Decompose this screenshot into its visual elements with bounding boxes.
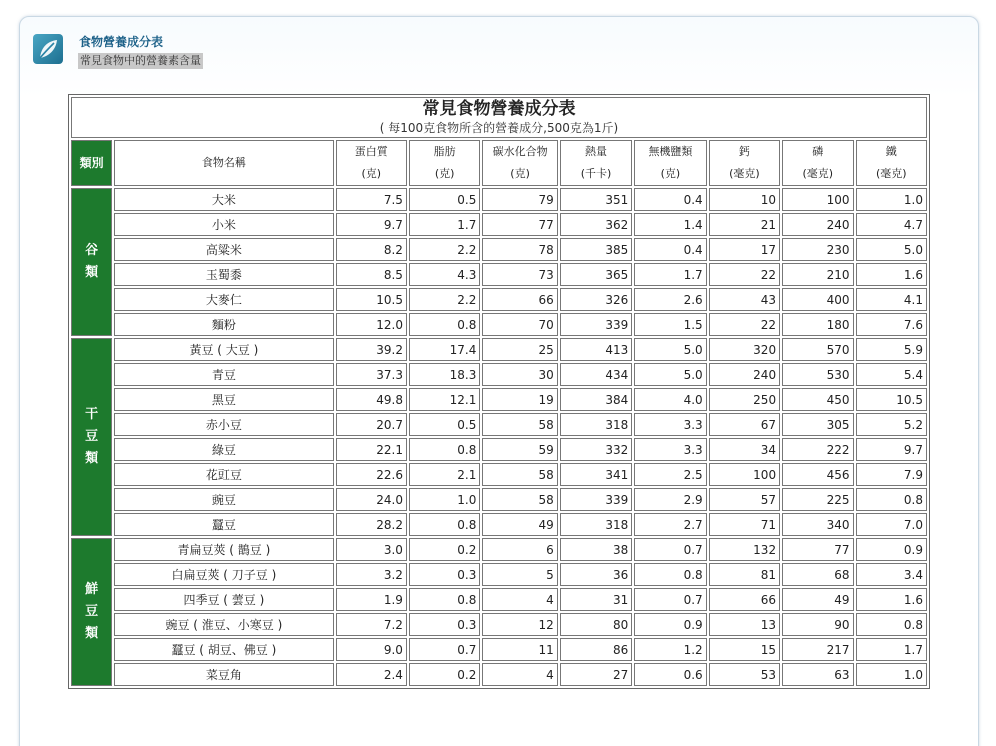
category-label: 類: [85, 265, 99, 280]
carb-label: 碳水化合物: [492, 145, 548, 158]
value-cell: 4: [482, 588, 557, 611]
category-label: 鮮: [85, 582, 99, 597]
value-cell: 456: [782, 463, 853, 486]
value-cell: 530: [782, 363, 853, 386]
food-name-cell: 赤小豆: [114, 413, 333, 436]
table-row: [71, 313, 927, 336]
value-cell: 0.5: [409, 188, 480, 211]
value-cell: 7.2: [336, 613, 407, 636]
value-cell: 19: [482, 388, 557, 411]
value-cell: 31: [560, 588, 632, 611]
table-row: [71, 513, 927, 536]
value-cell: 73: [482, 263, 557, 286]
page-subtitle: 常見食物中的營養素含量: [80, 54, 201, 67]
value-cell: 0.3: [409, 563, 480, 586]
value-cell: 0.8: [409, 588, 480, 611]
value-cell: 5.0: [634, 338, 706, 361]
value-cell: 4.0: [634, 388, 706, 411]
table-row: [71, 463, 927, 486]
category-label: 干: [85, 407, 99, 422]
value-cell: 100: [709, 463, 780, 486]
value-cell: 39.2: [336, 338, 407, 361]
category-cell: [71, 538, 112, 686]
value-cell: 332: [560, 438, 632, 461]
value-cell: 3.3: [634, 413, 706, 436]
value-cell: 413: [560, 338, 632, 361]
category-label: 豆: [85, 604, 99, 619]
value-cell: 8.5: [336, 263, 407, 286]
value-cell: 1.9: [336, 588, 407, 611]
table-row: [71, 338, 927, 361]
value-cell: 12.1: [409, 388, 480, 411]
carb-header: [482, 140, 557, 186]
value-cell: 384: [560, 388, 632, 411]
fat-unit: (克): [434, 167, 455, 180]
food-name-cell: 高粱米: [114, 238, 333, 261]
energy-unit: (千卡): [580, 167, 612, 180]
food-name-cell: 小米: [114, 213, 333, 236]
value-cell: 24.0: [336, 488, 407, 511]
value-cell: 326: [560, 288, 632, 311]
value-cell: 2.5: [634, 463, 706, 486]
value-cell: 57: [709, 488, 780, 511]
value-cell: 3.2: [336, 563, 407, 586]
value-cell: 38: [560, 538, 632, 561]
category-cell: [71, 338, 112, 536]
value-cell: 2.9: [634, 488, 706, 511]
mineral-header: [634, 140, 706, 186]
value-cell: 15: [709, 638, 780, 661]
food-name-cell: 蠶豆: [114, 513, 333, 536]
value-cell: 18.3: [409, 363, 480, 386]
value-cell: 5: [482, 563, 557, 586]
value-cell: 3.3: [634, 438, 706, 461]
value-cell: 22: [709, 313, 780, 336]
value-cell: 22: [709, 263, 780, 286]
food-name-cell: 黑豆: [114, 388, 333, 411]
food-name-cell: 麵粉: [114, 313, 333, 336]
value-cell: 7.5: [336, 188, 407, 211]
value-cell: 81: [709, 563, 780, 586]
table-note: ( 每100克食物所含的營養成分,500克為1斤): [379, 121, 619, 135]
category-label: 豆: [85, 429, 99, 444]
value-cell: 1.4: [634, 213, 706, 236]
table-row: [71, 438, 927, 461]
value-cell: 4: [482, 663, 557, 686]
value-cell: 2.2: [409, 288, 480, 311]
value-cell: 9.7: [856, 438, 928, 461]
value-cell: 49: [482, 513, 557, 536]
value-cell: 434: [560, 363, 632, 386]
fat-header: [409, 140, 480, 186]
nutrition-table: [68, 94, 930, 689]
value-cell: 1.6: [856, 588, 928, 611]
food-name-cell: 白扁豆莢 ( 刀子豆 ): [114, 563, 333, 586]
value-cell: 43: [709, 288, 780, 311]
value-cell: 12: [482, 613, 557, 636]
food-name-cell: 豌豆 ( 淮豆、小寒豆 ): [114, 613, 333, 636]
value-cell: 1.0: [856, 188, 928, 211]
value-cell: 70: [482, 313, 557, 336]
calcium-header: [709, 140, 780, 186]
value-cell: 66: [482, 288, 557, 311]
category-header: 類別: [71, 140, 112, 186]
value-cell: 0.7: [634, 538, 706, 561]
value-cell: 63: [782, 663, 853, 686]
value-cell: 0.4: [634, 188, 706, 211]
value-cell: 305: [782, 413, 853, 436]
protein-label: 蛋白質: [354, 145, 388, 158]
value-cell: 2.6: [634, 288, 706, 311]
value-cell: 2.2: [409, 238, 480, 261]
value-cell: 5.4: [856, 363, 928, 386]
table-row: [71, 288, 927, 311]
value-cell: 28.2: [336, 513, 407, 536]
value-cell: 13: [709, 613, 780, 636]
value-cell: 58: [482, 463, 557, 486]
food-name-cell: 大米: [114, 188, 333, 211]
table-row: [71, 538, 927, 561]
value-cell: 11: [482, 638, 557, 661]
value-cell: 4.7: [856, 213, 928, 236]
food-name-cell: 蠶豆 ( 胡豆、佛豆 ): [114, 638, 333, 661]
value-cell: 68: [782, 563, 853, 586]
value-cell: 12.0: [336, 313, 407, 336]
value-cell: 0.8: [409, 513, 480, 536]
value-cell: 250: [709, 388, 780, 411]
value-cell: 17.4: [409, 338, 480, 361]
value-cell: 341: [560, 463, 632, 486]
table-row: [71, 413, 927, 436]
value-cell: 21: [709, 213, 780, 236]
value-cell: 400: [782, 288, 853, 311]
table-row: [71, 563, 927, 586]
food-name-header: 食物名稱: [114, 140, 333, 186]
value-cell: 339: [560, 488, 632, 511]
value-cell: 86: [560, 638, 632, 661]
value-cell: 362: [560, 213, 632, 236]
value-cell: 0.4: [634, 238, 706, 261]
carb-unit: (克): [510, 167, 530, 180]
value-cell: 4.3: [409, 263, 480, 286]
value-cell: 385: [560, 238, 632, 261]
value-cell: 0.8: [856, 613, 928, 636]
value-cell: 1.2: [634, 638, 706, 661]
value-cell: 6: [482, 538, 557, 561]
value-cell: 5.0: [634, 363, 706, 386]
value-cell: 66: [709, 588, 780, 611]
value-cell: 5.2: [856, 413, 928, 436]
value-cell: 5.0: [856, 238, 928, 261]
value-cell: 4.1: [856, 288, 928, 311]
table-row: [71, 638, 927, 661]
fat-label: 脂肪: [433, 145, 456, 158]
value-cell: 22.6: [336, 463, 407, 486]
food-name-cell: 綠豆: [114, 438, 333, 461]
table-row: [71, 188, 927, 211]
food-name-cell: 四季豆 ( 蕓豆 ): [114, 588, 333, 611]
value-cell: 1.6: [856, 263, 928, 286]
value-cell: 7.0: [856, 513, 928, 536]
value-cell: 339: [560, 313, 632, 336]
food-name-cell: 菜豆角: [114, 663, 333, 686]
value-cell: 37.3: [336, 363, 407, 386]
table-row: [71, 588, 927, 611]
value-cell: 240: [709, 363, 780, 386]
value-cell: 36: [560, 563, 632, 586]
value-cell: 132: [709, 538, 780, 561]
value-cell: 49.8: [336, 388, 407, 411]
protein-unit: (克): [361, 167, 382, 180]
energy-label: 熱量: [585, 145, 608, 158]
value-cell: 0.8: [634, 563, 706, 586]
value-cell: 80: [560, 613, 632, 636]
table-row: [71, 613, 927, 636]
table-caption-cell: [71, 97, 927, 138]
value-cell: 67: [709, 413, 780, 436]
value-cell: 27: [560, 663, 632, 686]
table-row: [71, 263, 927, 286]
value-cell: 0.2: [409, 663, 480, 686]
value-cell: 10.5: [336, 288, 407, 311]
value-cell: 77: [782, 538, 853, 561]
value-cell: 58: [482, 413, 557, 436]
phosphorus-unit: (毫克): [802, 167, 834, 180]
value-cell: 100: [782, 188, 853, 211]
value-cell: 49: [782, 588, 853, 611]
table-row: [71, 388, 927, 411]
value-cell: 351: [560, 188, 632, 211]
value-cell: 22.1: [336, 438, 407, 461]
calcium-unit: (毫克): [729, 167, 760, 180]
value-cell: 5.9: [856, 338, 928, 361]
food-name-cell: 青扁豆莢 ( 鵲豆 ): [114, 538, 333, 561]
table-row: [71, 663, 927, 686]
value-cell: 7.6: [856, 313, 928, 336]
value-cell: 59: [482, 438, 557, 461]
value-cell: 0.7: [409, 638, 480, 661]
value-cell: 9.0: [336, 638, 407, 661]
phosphorus-label: 磷: [812, 145, 824, 158]
category-label: 類: [85, 626, 99, 641]
value-cell: 318: [560, 413, 632, 436]
value-cell: 0.5: [409, 413, 480, 436]
value-cell: 230: [782, 238, 853, 261]
value-cell: 0.2: [409, 538, 480, 561]
value-cell: 0.3: [409, 613, 480, 636]
value-cell: 2.1: [409, 463, 480, 486]
calcium-label: 鈣: [738, 145, 750, 158]
value-cell: 3.4: [856, 563, 928, 586]
value-cell: 320: [709, 338, 780, 361]
phosphorus-header: [782, 140, 853, 186]
protein-header: [336, 140, 407, 186]
category-label: 類: [85, 451, 99, 466]
value-cell: 77: [482, 213, 557, 236]
value-cell: 30: [482, 363, 557, 386]
value-cell: 318: [560, 513, 632, 536]
value-cell: 10.5: [856, 388, 928, 411]
value-cell: 0.7: [634, 588, 706, 611]
value-cell: 90: [782, 613, 853, 636]
value-cell: 78: [482, 238, 557, 261]
value-cell: 3.0: [336, 538, 407, 561]
table-row: [71, 213, 927, 236]
value-cell: 450: [782, 388, 853, 411]
value-cell: 17: [709, 238, 780, 261]
mineral-label: 無機鹽類: [648, 145, 693, 158]
value-cell: 1.7: [634, 263, 706, 286]
value-cell: 0.9: [634, 613, 706, 636]
iron-unit: (毫克): [875, 167, 907, 180]
value-cell: 240: [782, 213, 853, 236]
value-cell: 25: [482, 338, 557, 361]
iron-header: [856, 140, 928, 186]
page-title[interactable]: 食物營養成分表: [79, 35, 164, 49]
value-cell: 1.7: [409, 213, 480, 236]
value-cell: 1.5: [634, 313, 706, 336]
value-cell: 210: [782, 263, 853, 286]
table-row: [71, 363, 927, 386]
value-cell: 79: [482, 188, 557, 211]
value-cell: 71: [709, 513, 780, 536]
value-cell: 2.7: [634, 513, 706, 536]
value-cell: 0.8: [409, 438, 480, 461]
value-cell: 340: [782, 513, 853, 536]
value-cell: 180: [782, 313, 853, 336]
value-cell: 1.7: [856, 638, 928, 661]
value-cell: 7.9: [856, 463, 928, 486]
value-cell: 53: [709, 663, 780, 686]
food-name-cell: 青豆: [114, 363, 333, 386]
value-cell: 58: [482, 488, 557, 511]
value-cell: 222: [782, 438, 853, 461]
value-cell: 8.2: [336, 238, 407, 261]
food-name-cell: 黃豆 ( 大豆 ): [114, 338, 333, 361]
value-cell: 20.7: [336, 413, 407, 436]
food-name-cell: 玉蜀黍: [114, 263, 333, 286]
value-cell: 0.8: [409, 313, 480, 336]
value-cell: 0.6: [634, 663, 706, 686]
mineral-unit: (克): [660, 167, 681, 180]
value-cell: 570: [782, 338, 853, 361]
food-name-cell: 大麥仁: [114, 288, 333, 311]
value-cell: 0.9: [856, 538, 928, 561]
table-caption: 常見食物營養成分表: [422, 99, 576, 119]
value-cell: 217: [782, 638, 853, 661]
value-cell: 9.7: [336, 213, 407, 236]
food-name-cell: 豌豆: [114, 488, 333, 511]
value-cell: 225: [782, 488, 853, 511]
energy-header: [560, 140, 632, 186]
table-row: [71, 488, 927, 511]
value-cell: 10: [709, 188, 780, 211]
value-cell: 365: [560, 263, 632, 286]
table-body: [71, 188, 927, 686]
value-cell: 2.4: [336, 663, 407, 686]
category-label: 谷: [85, 243, 99, 258]
value-cell: 1.0: [856, 663, 928, 686]
value-cell: 1.0: [409, 488, 480, 511]
iron-label: 鐵: [885, 145, 897, 158]
value-cell: 34: [709, 438, 780, 461]
leaf-logo-icon: [33, 34, 63, 64]
category-cell: [71, 188, 112, 336]
food-name-cell: 花豇豆: [114, 463, 333, 486]
value-cell: 0.8: [856, 488, 928, 511]
table-row: [71, 238, 927, 261]
